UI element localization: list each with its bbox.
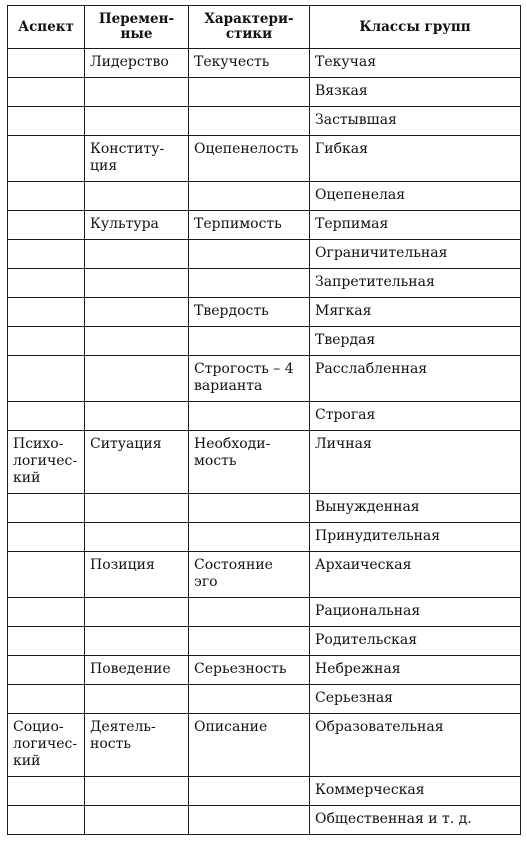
cell-group-class: Вынужденная (310, 494, 521, 523)
table-row (8, 240, 521, 269)
table-row (8, 714, 521, 777)
table-row (8, 298, 521, 327)
table-row (8, 494, 521, 523)
cell-variable (85, 107, 189, 136)
cell-group-class: Серьезная (310, 685, 521, 714)
cell-characteristic (189, 598, 310, 627)
table-row (8, 431, 521, 494)
cell-aspect (8, 298, 85, 327)
cell-characteristic (189, 107, 310, 136)
cell-group-class: Вязкая (310, 78, 521, 107)
cell-characteristic: Твердость (189, 298, 310, 327)
cell-characteristic (189, 327, 310, 356)
header-characteristics: Характери- стики (189, 6, 310, 49)
cell-characteristic (189, 806, 310, 835)
cell-group-class: Текучая (310, 49, 521, 78)
cell-group-class: Рациональная (310, 598, 521, 627)
cell-group-class: Терпимая (310, 211, 521, 240)
cell-characteristic: Терпимость (189, 211, 310, 240)
cell-characteristic: Необходи- мость (189, 431, 310, 494)
cell-characteristic (189, 627, 310, 656)
cell-group-class: Строгая (310, 402, 521, 431)
table-row (8, 356, 521, 402)
table-row (8, 269, 521, 298)
table-row (8, 598, 521, 627)
header-group-classes: Классы групп (310, 6, 521, 49)
cell-variable: Поведение (85, 656, 189, 685)
cell-aspect: Психо- логичес- кий (8, 431, 85, 494)
cell-variable: Культура (85, 211, 189, 240)
cell-characteristic (189, 78, 310, 107)
cell-aspect (8, 777, 85, 806)
cell-aspect (8, 523, 85, 552)
table-row (8, 523, 521, 552)
cell-aspect (8, 494, 85, 523)
cell-aspect (8, 806, 85, 835)
cell-variable (85, 523, 189, 552)
cell-characteristic (189, 523, 310, 552)
cell-variable (85, 402, 189, 431)
cell-characteristic (189, 402, 310, 431)
cell-variable: Лидерство (85, 49, 189, 78)
cell-aspect (8, 107, 85, 136)
cell-characteristic (189, 685, 310, 714)
cell-aspect (8, 136, 85, 182)
cell-variable (85, 627, 189, 656)
cell-characteristic (189, 240, 310, 269)
cell-group-class: Принудительная (310, 523, 521, 552)
cell-group-class: Застывшая (310, 107, 521, 136)
cell-variable (85, 356, 189, 402)
cell-aspect (8, 552, 85, 598)
cell-aspect (8, 627, 85, 656)
table-row (8, 136, 521, 182)
cell-characteristic: Серьезность (189, 656, 310, 685)
cell-characteristic (189, 182, 310, 211)
cell-variable (85, 494, 189, 523)
cell-variable: Деятель- ность (85, 714, 189, 777)
table-body (8, 49, 521, 835)
cell-group-class: Мягкая (310, 298, 521, 327)
cell-variable (85, 78, 189, 107)
cell-aspect (8, 656, 85, 685)
cell-characteristic (189, 269, 310, 298)
cell-variable (85, 240, 189, 269)
cell-characteristic: Оцепенелость (189, 136, 310, 182)
cell-group-class: Личная (310, 431, 521, 494)
cell-group-class: Оцепенелая (310, 182, 521, 211)
cell-aspect (8, 182, 85, 211)
cell-group-class: Общественная и т. д. (310, 806, 521, 835)
cell-aspect (8, 211, 85, 240)
cell-group-class: Небрежная (310, 656, 521, 685)
cell-characteristic (189, 777, 310, 806)
table-row (8, 49, 521, 78)
cell-variable (85, 269, 189, 298)
cell-characteristic (189, 494, 310, 523)
table-row (8, 656, 521, 685)
cell-group-class: Гибкая (310, 136, 521, 182)
cell-characteristic: Текучесть (189, 49, 310, 78)
cell-variable (85, 806, 189, 835)
cell-group-class: Коммерческая (310, 777, 521, 806)
table-row (8, 806, 521, 835)
cell-group-class: Ограничительная (310, 240, 521, 269)
cell-variable (85, 598, 189, 627)
table-row (8, 211, 521, 240)
table-row (8, 685, 521, 714)
header-variables: Перемен- ные (85, 6, 189, 49)
cell-aspect (8, 327, 85, 356)
table-row (8, 627, 521, 656)
cell-variable (85, 777, 189, 806)
cell-group-class: Архаическая (310, 552, 521, 598)
cell-variable (85, 685, 189, 714)
cell-aspect (8, 598, 85, 627)
cell-aspect: Социо- логичес- кий (8, 714, 85, 777)
cell-group-class: Запретительная (310, 269, 521, 298)
cell-aspect (8, 240, 85, 269)
cell-group-class: Родительская (310, 627, 521, 656)
cell-aspect (8, 356, 85, 402)
cell-variable: Конститу- ция (85, 136, 189, 182)
cell-characteristic: Состояние эго (189, 552, 310, 598)
cell-aspect (8, 49, 85, 78)
document-page (7, 5, 521, 835)
table-row (8, 552, 521, 598)
header-aspect: Аспект (8, 6, 85, 49)
table-row (8, 402, 521, 431)
header-row (8, 6, 521, 49)
cell-aspect (8, 685, 85, 714)
cell-characteristic: Описание (189, 714, 310, 777)
cell-variable: Ситуация (85, 431, 189, 494)
cell-aspect (8, 78, 85, 107)
cell-group-class: Образовательная (310, 714, 521, 777)
cell-variable (85, 182, 189, 211)
cell-characteristic: Строгость – 4 варианта (189, 356, 310, 402)
table-row (8, 777, 521, 806)
table-row (8, 107, 521, 136)
table-row (8, 327, 521, 356)
table-row (8, 182, 521, 211)
cell-variable (85, 327, 189, 356)
table-row (8, 78, 521, 107)
cell-aspect (8, 269, 85, 298)
group-classification-table (7, 5, 521, 835)
cell-variable: Позиция (85, 552, 189, 598)
cell-aspect (8, 402, 85, 431)
cell-variable (85, 298, 189, 327)
cell-group-class: Расслабленная (310, 356, 521, 402)
cell-group-class: Твердая (310, 327, 521, 356)
